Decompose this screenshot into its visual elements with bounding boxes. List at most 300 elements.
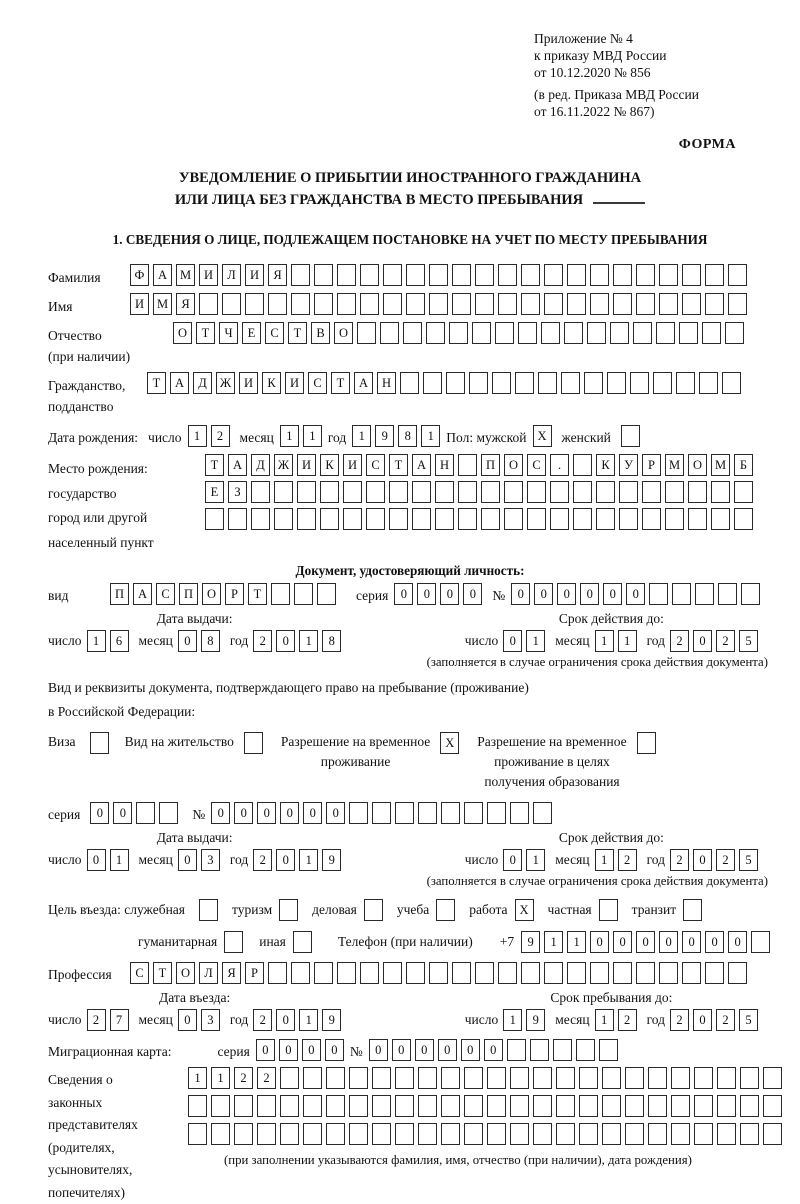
form-cell[interactable] xyxy=(349,802,368,824)
form-cell[interactable] xyxy=(561,372,580,394)
form-cell[interactable] xyxy=(372,1123,391,1145)
form-cell[interactable] xyxy=(718,583,737,605)
checkbox-temp-residence[interactable] xyxy=(430,732,459,754)
form-cell[interactable] xyxy=(648,1123,667,1145)
form-cell[interactable]: Ж xyxy=(216,372,235,394)
form-cell[interactable]: 0 xyxy=(659,931,678,953)
form-cell[interactable]: 0 xyxy=(90,802,109,824)
form-cell[interactable] xyxy=(452,293,471,315)
form-cell[interactable]: Т xyxy=(147,372,166,394)
form-cell[interactable] xyxy=(412,481,431,503)
form-cell[interactable] xyxy=(619,481,638,503)
form-cell[interactable] xyxy=(349,1067,368,1089)
form-cell[interactable] xyxy=(527,481,546,503)
form-cell[interactable]: 2 xyxy=(716,1009,735,1031)
form-cell[interactable]: 8 xyxy=(201,630,220,652)
form-cell[interactable] xyxy=(317,583,336,605)
form-cell[interactable] xyxy=(383,293,402,315)
form-cell[interactable] xyxy=(211,1123,230,1145)
form-cell[interactable]: 2 xyxy=(716,849,735,871)
form-cell[interactable]: Л xyxy=(199,962,218,984)
form-cell[interactable] xyxy=(291,962,310,984)
checkbox-tourism[interactable] xyxy=(279,899,298,921)
form-cell[interactable] xyxy=(481,481,500,503)
form-cell[interactable] xyxy=(510,1067,529,1089)
form-cell[interactable]: 1 xyxy=(87,630,106,652)
form-cell[interactable] xyxy=(475,962,494,984)
form-cell[interactable] xyxy=(441,1123,460,1145)
form-cell[interactable] xyxy=(234,1095,253,1117)
form-cell[interactable]: 1 xyxy=(211,1067,230,1089)
form-cell[interactable] xyxy=(395,802,414,824)
form-cell[interactable]: Т xyxy=(205,454,224,476)
form-cell[interactable]: Н xyxy=(377,372,396,394)
form-cell[interactable] xyxy=(464,1123,483,1145)
form-cell[interactable] xyxy=(436,899,455,921)
form-cell[interactable]: 8 xyxy=(398,425,417,447)
form-cell[interactable] xyxy=(234,1123,253,1145)
form-cell[interactable]: Т xyxy=(248,583,267,605)
form-cell[interactable] xyxy=(717,1123,736,1145)
form-cell[interactable] xyxy=(429,264,448,286)
form-cell[interactable] xyxy=(418,802,437,824)
form-cell[interactable]: 0 xyxy=(705,931,724,953)
form-cell[interactable] xyxy=(303,1095,322,1117)
form-cell[interactable] xyxy=(636,264,655,286)
checkbox-female[interactable] xyxy=(621,425,640,447)
form-cell[interactable]: 3 xyxy=(201,849,220,871)
form-cell[interactable] xyxy=(487,1095,506,1117)
form-cell[interactable] xyxy=(487,1123,506,1145)
form-cell[interactable]: Д xyxy=(251,454,270,476)
form-cell[interactable]: 2 xyxy=(87,1009,106,1031)
form-cell[interactable] xyxy=(257,1123,276,1145)
form-cell[interactable] xyxy=(705,293,724,315)
checkbox-private[interactable] xyxy=(599,899,618,921)
form-cell[interactable] xyxy=(567,264,586,286)
form-cell[interactable] xyxy=(649,583,668,605)
form-cell[interactable] xyxy=(268,962,287,984)
form-cell[interactable] xyxy=(576,1039,595,1061)
form-cell[interactable] xyxy=(688,481,707,503)
checkbox-visa[interactable] xyxy=(80,732,109,754)
form-cell[interactable]: 0 xyxy=(440,583,459,605)
form-cell[interactable]: 1 xyxy=(299,630,318,652)
form-cell[interactable] xyxy=(682,264,701,286)
form-cell[interactable]: 0 xyxy=(463,583,482,605)
form-cell[interactable]: 0 xyxy=(276,1009,295,1031)
form-cell[interactable] xyxy=(475,264,494,286)
form-cell[interactable] xyxy=(530,1039,549,1061)
form-cell[interactable] xyxy=(495,322,514,344)
form-cell[interactable] xyxy=(599,899,618,921)
form-cell[interactable]: 0 xyxy=(534,583,553,605)
form-cell[interactable]: П xyxy=(110,583,129,605)
form-cell[interactable]: 0 xyxy=(557,583,576,605)
form-cell[interactable]: 2 xyxy=(257,1067,276,1089)
form-cell[interactable] xyxy=(349,1123,368,1145)
form-cell[interactable] xyxy=(728,264,747,286)
form-cell[interactable] xyxy=(380,322,399,344)
form-cell[interactable]: Н xyxy=(435,454,454,476)
form-cell[interactable] xyxy=(584,372,603,394)
form-cell[interactable]: С xyxy=(156,583,175,605)
form-cell[interactable] xyxy=(343,481,362,503)
form-cell[interactable]: Т xyxy=(196,322,215,344)
form-cell[interactable]: 1 xyxy=(595,1009,614,1031)
checkbox-other[interactable] xyxy=(293,931,312,953)
form-cell[interactable] xyxy=(656,322,675,344)
form-cell[interactable] xyxy=(297,508,316,530)
form-cell[interactable] xyxy=(274,508,293,530)
form-cell[interactable] xyxy=(271,583,290,605)
form-cell[interactable] xyxy=(475,293,494,315)
form-cell[interactable] xyxy=(320,481,339,503)
form-cell[interactable] xyxy=(699,372,718,394)
form-cell[interactable]: 0 xyxy=(415,1039,434,1061)
form-cell[interactable]: 2 xyxy=(670,849,689,871)
form-cell[interactable]: 9 xyxy=(521,931,540,953)
form-cell[interactable] xyxy=(224,931,243,953)
form-cell[interactable]: О xyxy=(173,322,192,344)
form-cell[interactable]: 1 xyxy=(110,849,129,871)
form-cell[interactable] xyxy=(326,1095,345,1117)
form-cell[interactable] xyxy=(469,372,488,394)
form-cell[interactable]: 1 xyxy=(567,931,586,953)
form-cell[interactable]: О xyxy=(504,454,523,476)
form-cell[interactable] xyxy=(435,481,454,503)
form-cell[interactable] xyxy=(567,293,586,315)
form-cell[interactable] xyxy=(564,322,583,344)
form-cell[interactable] xyxy=(688,508,707,530)
form-cell[interactable] xyxy=(679,322,698,344)
form-cell[interactable] xyxy=(637,732,656,754)
form-cell[interactable]: Б xyxy=(734,454,753,476)
form-cell[interactable] xyxy=(763,1067,782,1089)
form-cell[interactable] xyxy=(441,802,460,824)
form-cell[interactable]: 0 xyxy=(693,630,712,652)
form-cell[interactable]: 0 xyxy=(303,802,322,824)
form-cell[interactable] xyxy=(740,1123,759,1145)
form-cell[interactable] xyxy=(429,962,448,984)
form-cell[interactable] xyxy=(435,508,454,530)
form-cell[interactable] xyxy=(303,1067,322,1089)
form-cell[interactable]: 6 xyxy=(110,630,129,652)
form-cell[interactable]: И xyxy=(343,454,362,476)
form-cell[interactable]: 1 xyxy=(188,425,207,447)
form-cell[interactable]: 0 xyxy=(276,630,295,652)
form-cell[interactable]: С xyxy=(265,322,284,344)
form-cell[interactable] xyxy=(314,264,333,286)
form-cell[interactable] xyxy=(556,1095,575,1117)
form-cell[interactable] xyxy=(199,293,218,315)
form-cell[interactable] xyxy=(725,322,744,344)
form-cell[interactable]: 5 xyxy=(739,1009,758,1031)
form-cell[interactable]: 0 xyxy=(279,1039,298,1061)
form-cell[interactable] xyxy=(518,322,537,344)
form-cell[interactable] xyxy=(458,508,477,530)
form-cell[interactable]: Ч xyxy=(219,322,238,344)
form-cell[interactable] xyxy=(452,264,471,286)
form-cell[interactable] xyxy=(665,508,684,530)
form-cell[interactable] xyxy=(504,508,523,530)
form-cell[interactable] xyxy=(717,1067,736,1089)
form-cell[interactable] xyxy=(613,293,632,315)
form-cell[interactable] xyxy=(199,899,218,921)
form-cell[interactable] xyxy=(527,508,546,530)
form-cell[interactable]: 0 xyxy=(178,630,197,652)
form-cell[interactable] xyxy=(441,1095,460,1117)
form-cell[interactable] xyxy=(636,962,655,984)
form-cell[interactable]: А xyxy=(133,583,152,605)
form-cell[interactable] xyxy=(446,372,465,394)
form-cell[interactable] xyxy=(596,508,615,530)
form-cell[interactable]: 0 xyxy=(392,1039,411,1061)
form-cell[interactable]: М xyxy=(176,264,195,286)
form-cell[interactable] xyxy=(337,962,356,984)
form-cell[interactable] xyxy=(741,583,760,605)
form-cell[interactable] xyxy=(728,293,747,315)
form-cell[interactable]: 1 xyxy=(299,1009,318,1031)
form-cell[interactable] xyxy=(504,481,523,503)
form-cell[interactable]: 0 xyxy=(178,1009,197,1031)
form-cell[interactable] xyxy=(734,481,753,503)
form-cell[interactable]: 1 xyxy=(544,931,563,953)
form-cell[interactable] xyxy=(556,1123,575,1145)
form-cell[interactable] xyxy=(613,264,632,286)
form-cell[interactable]: У xyxy=(619,454,638,476)
form-cell[interactable] xyxy=(610,322,629,344)
form-cell[interactable] xyxy=(360,962,379,984)
form-cell[interactable] xyxy=(487,802,506,824)
form-cell[interactable] xyxy=(579,1123,598,1145)
form-cell[interactable] xyxy=(449,322,468,344)
form-cell[interactable]: К xyxy=(596,454,615,476)
form-cell[interactable]: 0 xyxy=(234,802,253,824)
form-cell[interactable]: С xyxy=(366,454,385,476)
form-cell[interactable] xyxy=(694,1095,713,1117)
form-cell[interactable] xyxy=(567,962,586,984)
form-cell[interactable]: 0 xyxy=(276,849,295,871)
form-cell[interactable] xyxy=(573,508,592,530)
form-cell[interactable]: 1 xyxy=(618,630,637,652)
form-cell[interactable]: П xyxy=(179,583,198,605)
form-cell[interactable] xyxy=(360,293,379,315)
form-cell[interactable] xyxy=(694,1067,713,1089)
form-cell[interactable]: 2 xyxy=(253,630,272,652)
form-cell[interactable] xyxy=(280,1095,299,1117)
form-cell[interactable]: 0 xyxy=(438,1039,457,1061)
form-cell[interactable]: А xyxy=(153,264,172,286)
form-cell[interactable]: М xyxy=(665,454,684,476)
form-cell[interactable]: М xyxy=(153,293,172,315)
form-cell[interactable] xyxy=(556,1067,575,1089)
form-cell[interactable]: 0 xyxy=(484,1039,503,1061)
form-cell[interactable]: 3 xyxy=(201,1009,220,1031)
form-cell[interactable]: К xyxy=(262,372,281,394)
form-cell[interactable]: 0 xyxy=(603,583,622,605)
form-cell[interactable] xyxy=(630,372,649,394)
form-cell[interactable] xyxy=(544,264,563,286)
form-cell[interactable] xyxy=(599,1039,618,1061)
form-cell[interactable] xyxy=(625,1095,644,1117)
form-cell[interactable] xyxy=(245,293,264,315)
form-cell[interactable] xyxy=(602,1067,621,1089)
form-cell[interactable] xyxy=(510,802,529,824)
form-cell[interactable]: З xyxy=(228,481,247,503)
form-cell[interactable] xyxy=(740,1095,759,1117)
form-cell[interactable] xyxy=(188,1095,207,1117)
form-cell[interactable]: Т xyxy=(153,962,172,984)
form-cell[interactable] xyxy=(695,583,714,605)
form-cell[interactable] xyxy=(487,1067,506,1089)
form-cell[interactable] xyxy=(671,1123,690,1145)
form-cell[interactable]: X xyxy=(440,732,459,754)
form-cell[interactable] xyxy=(717,1095,736,1117)
form-cell[interactable] xyxy=(642,508,661,530)
form-cell[interactable] xyxy=(590,293,609,315)
form-cell[interactable]: 2 xyxy=(618,1009,637,1031)
form-cell[interactable]: 0 xyxy=(256,1039,275,1061)
form-cell[interactable]: 1 xyxy=(595,849,614,871)
form-cell[interactable]: Р xyxy=(642,454,661,476)
form-cell[interactable]: О xyxy=(688,454,707,476)
form-cell[interactable]: 1 xyxy=(595,630,614,652)
form-cell[interactable] xyxy=(337,293,356,315)
form-cell[interactable] xyxy=(228,508,247,530)
form-cell[interactable] xyxy=(544,962,563,984)
form-cell[interactable] xyxy=(740,1067,759,1089)
form-cell[interactable] xyxy=(458,454,477,476)
form-cell[interactable] xyxy=(400,372,419,394)
form-cell[interactable]: 2 xyxy=(670,1009,689,1031)
form-cell[interactable] xyxy=(544,293,563,315)
form-cell[interactable] xyxy=(533,802,552,824)
form-cell[interactable] xyxy=(590,962,609,984)
form-cell[interactable] xyxy=(395,1067,414,1089)
form-cell[interactable]: 2 xyxy=(716,630,735,652)
form-cell[interactable] xyxy=(406,293,425,315)
form-cell[interactable]: 1 xyxy=(526,630,545,652)
form-cell[interactable] xyxy=(498,293,517,315)
form-cell[interactable]: А xyxy=(354,372,373,394)
form-cell[interactable]: 0 xyxy=(682,931,701,953)
form-cell[interactable]: 5 xyxy=(739,630,758,652)
form-cell[interactable] xyxy=(293,931,312,953)
form-cell[interactable]: Т xyxy=(331,372,350,394)
form-cell[interactable] xyxy=(360,264,379,286)
form-cell[interactable]: 1 xyxy=(303,425,322,447)
form-cell[interactable] xyxy=(694,1123,713,1145)
form-cell[interactable] xyxy=(222,293,241,315)
form-cell[interactable]: 0 xyxy=(590,931,609,953)
form-cell[interactable] xyxy=(722,372,741,394)
form-cell[interactable] xyxy=(389,508,408,530)
form-cell[interactable] xyxy=(372,1095,391,1117)
form-cell[interactable] xyxy=(498,264,517,286)
form-cell[interactable]: 0 xyxy=(503,630,522,652)
form-cell[interactable] xyxy=(602,1123,621,1145)
form-cell[interactable]: 2 xyxy=(234,1067,253,1089)
form-cell[interactable] xyxy=(659,962,678,984)
form-cell[interactable] xyxy=(251,481,270,503)
checkbox-male[interactable] xyxy=(533,425,552,447)
form-cell[interactable]: 0 xyxy=(87,849,106,871)
form-cell[interactable] xyxy=(412,508,431,530)
checkbox-study[interactable] xyxy=(436,899,455,921)
form-cell[interactable]: 0 xyxy=(461,1039,480,1061)
form-cell[interactable] xyxy=(268,293,287,315)
form-cell[interactable] xyxy=(406,962,425,984)
form-cell[interactable]: Л xyxy=(222,264,241,286)
form-cell[interactable] xyxy=(515,372,534,394)
form-cell[interactable]: 0 xyxy=(417,583,436,605)
form-cell[interactable]: 5 xyxy=(739,849,758,871)
form-cell[interactable] xyxy=(579,1095,598,1117)
form-cell[interactable] xyxy=(613,962,632,984)
form-cell[interactable]: И xyxy=(130,293,149,315)
form-cell[interactable]: 2 xyxy=(253,849,272,871)
form-cell[interactable]: К xyxy=(320,454,339,476)
form-cell[interactable] xyxy=(244,732,263,754)
form-cell[interactable] xyxy=(533,1123,552,1145)
form-cell[interactable]: 2 xyxy=(253,1009,272,1031)
form-cell[interactable]: Е xyxy=(242,322,261,344)
form-cell[interactable]: Ж xyxy=(274,454,293,476)
form-cell[interactable] xyxy=(728,962,747,984)
form-cell[interactable]: С xyxy=(308,372,327,394)
form-cell[interactable] xyxy=(510,1095,529,1117)
form-cell[interactable] xyxy=(366,508,385,530)
form-cell[interactable] xyxy=(711,508,730,530)
form-cell[interactable]: 0 xyxy=(302,1039,321,1061)
form-cell[interactable] xyxy=(383,962,402,984)
form-cell[interactable]: Е xyxy=(205,481,224,503)
form-cell[interactable]: 0 xyxy=(626,583,645,605)
form-cell[interactable] xyxy=(705,962,724,984)
form-cell[interactable] xyxy=(521,962,540,984)
form-cell[interactable]: 0 xyxy=(511,583,530,605)
form-cell[interactable] xyxy=(659,264,678,286)
form-cell[interactable] xyxy=(671,1095,690,1117)
form-cell[interactable] xyxy=(364,899,383,921)
form-cell[interactable] xyxy=(314,293,333,315)
form-cell[interactable]: 0 xyxy=(280,802,299,824)
form-cell[interactable] xyxy=(596,481,615,503)
form-cell[interactable] xyxy=(136,802,155,824)
form-cell[interactable] xyxy=(303,1123,322,1145)
form-cell[interactable] xyxy=(418,1123,437,1145)
form-cell[interactable] xyxy=(653,372,672,394)
form-cell[interactable]: 0 xyxy=(580,583,599,605)
form-cell[interactable] xyxy=(464,802,483,824)
form-cell[interactable] xyxy=(579,1067,598,1089)
form-cell[interactable] xyxy=(498,962,517,984)
form-cell[interactable] xyxy=(676,372,695,394)
form-cell[interactable]: 2 xyxy=(670,630,689,652)
form-cell[interactable]: X xyxy=(533,425,552,447)
form-cell[interactable] xyxy=(573,481,592,503)
form-cell[interactable] xyxy=(590,264,609,286)
form-cell[interactable] xyxy=(659,293,678,315)
form-cell[interactable] xyxy=(711,481,730,503)
form-cell[interactable] xyxy=(648,1095,667,1117)
form-cell[interactable] xyxy=(280,1123,299,1145)
form-cell[interactable] xyxy=(521,293,540,315)
form-cell[interactable]: П xyxy=(481,454,500,476)
form-cell[interactable]: 0 xyxy=(728,931,747,953)
form-cell[interactable] xyxy=(257,1095,276,1117)
